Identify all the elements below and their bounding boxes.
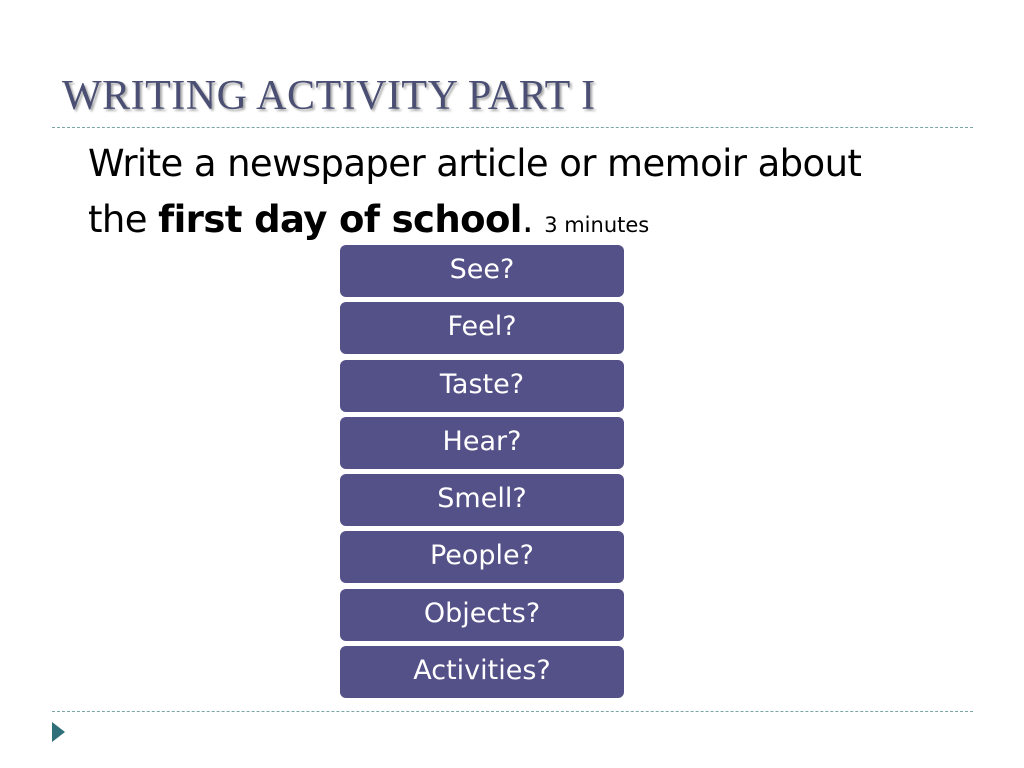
slide-title: WRITING ACTIVITY PART I <box>62 73 596 119</box>
title-divider <box>52 127 973 128</box>
prompt-box-hear: Hear? <box>340 417 624 469</box>
prompt-emphasis: first day of school <box>158 198 522 241</box>
prompt-box-smell: Smell? <box>340 474 624 526</box>
prompt-box-see: See? <box>340 245 624 297</box>
prompt-box-people: People? <box>340 531 624 583</box>
prompt-box-activities: Activities? <box>340 646 624 698</box>
sensory-prompt-list <box>340 245 624 703</box>
triangle-bullet-icon <box>52 722 65 742</box>
prompt-box-feel: Feel? <box>340 302 624 354</box>
prompt-suffix: . <box>521 198 534 241</box>
prompt-box-taste: Taste? <box>340 360 624 412</box>
time-limit: 3 minutes <box>544 213 650 237</box>
prompt-line-1: Write a newspaper article or memoir about <box>88 142 862 185</box>
footer-divider <box>52 711 973 712</box>
prompt-text <box>88 136 968 253</box>
prompt-box-objects: Objects? <box>340 589 624 641</box>
prompt-prefix: the <box>88 198 159 241</box>
